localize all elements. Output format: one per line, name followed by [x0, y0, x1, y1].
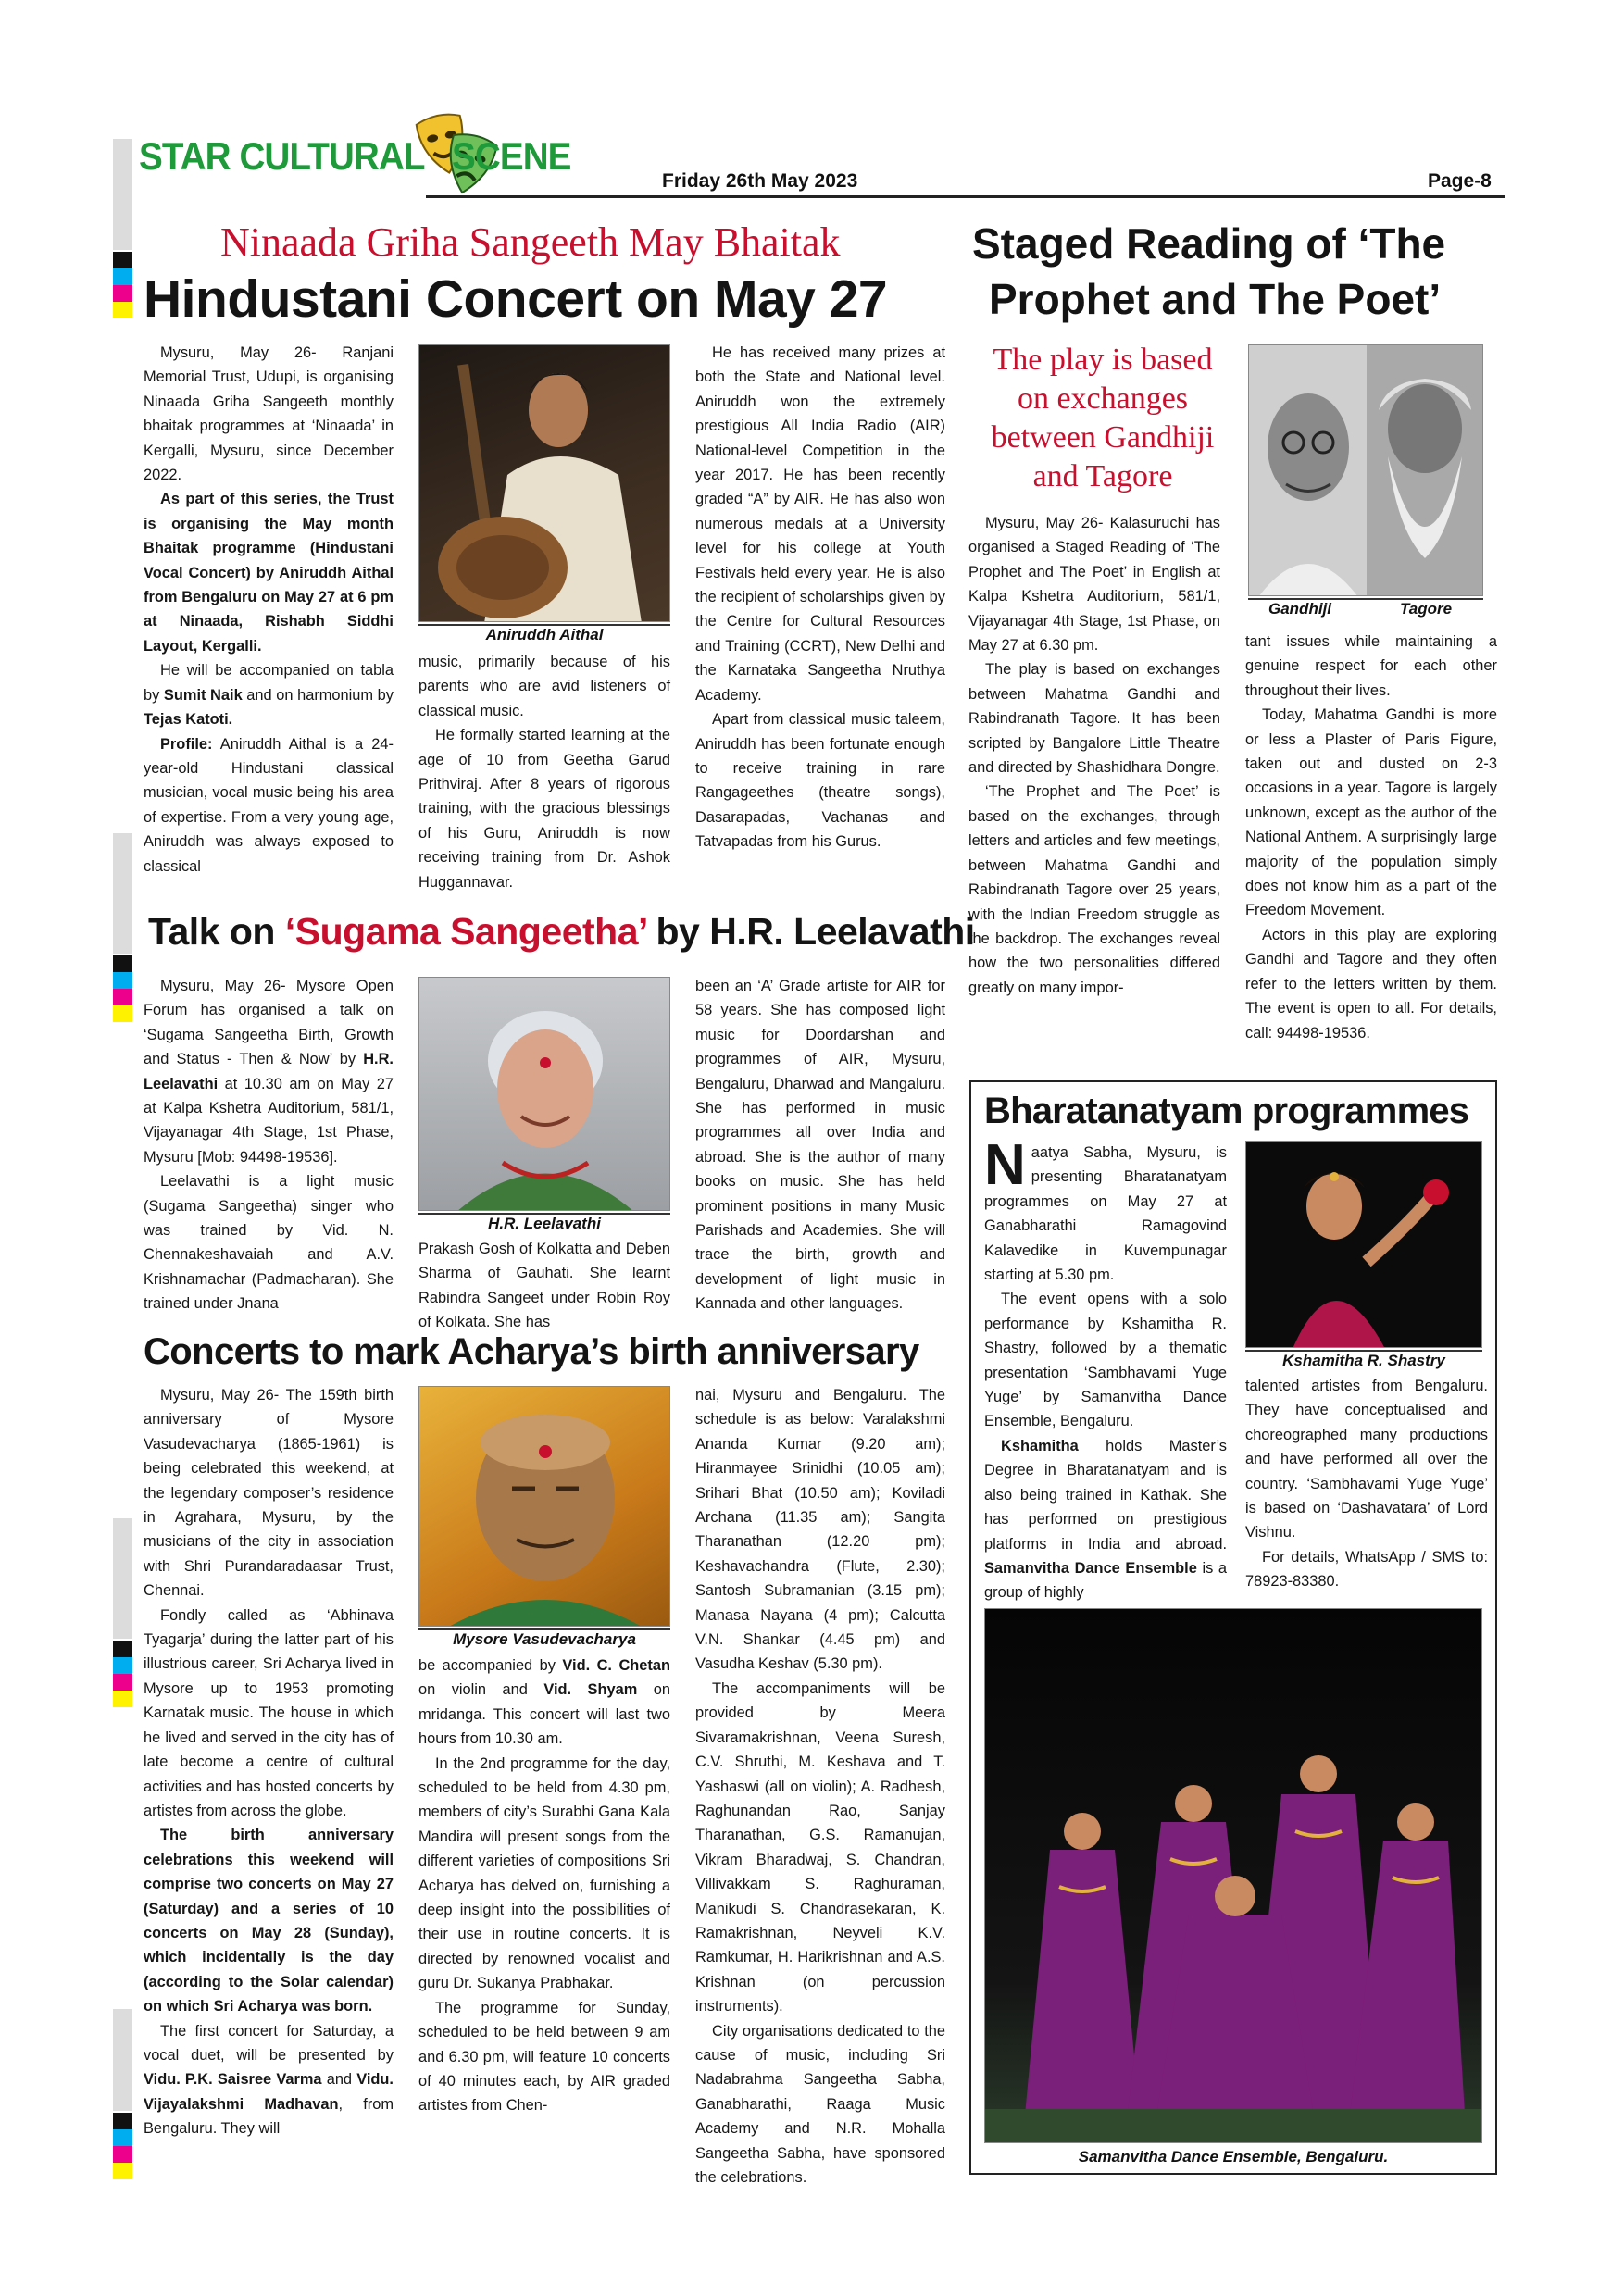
story3-photo-caption: H.R. Leelavathi: [488, 1215, 601, 1232]
story5-paragraph: The accompaniments will be provided by Meera Sivaramakrishnan, Veena Suresh, C.V. Shruthi, M. Keshava and T. Yashaswi (all on violin); A. Radhesh, Raghunandan Rao, Sanjay Tharanathan, G.S. Ramanujan, Vikram Bharadwaj, S. Chandran, Villivakkam S. Raghuraman, Manikudi S. Chandrasekaran, K. Ramakrishnan, Neyveli K.V. Ramkumar, H. Harikrishnan and A.S. Krishnan (on percussion instruments).: [695, 1679, 945, 2015]
story2-headline-line1: Staged Reading of ‘The: [972, 219, 1446, 268]
story1-paragraph: Mysuru, May 26- Ranjani Memorial Trust, Udupi, is organising Ninaada Griha Sangeeth monthly bhaitak programmes at ‘Ninaada’ in Kergalli, Mysuru, since December 2022.: [144, 344, 394, 484]
story1-headline: Hindustani Concert on May 27: [144, 269, 888, 329]
story2-paragraph: Mysuru, May 26- Kalasuruchi has organised a Staged Reading of ‘The Prophet and The Poet’ in English at Kalpa Kshetra Auditorium, 581/1, Vijayanagar 4th Stage, 1st Phase, on May 27 at 6.30 pm.: [968, 515, 1220, 655]
story4-paragraph: The event opens with a solo performance by Kshamitha R. Shastry, followed by a thematic presentation ‘Sambhavami Yuge Yuge’ by Samanvitha Dance Ensemble, Bengaluru.: [984, 1291, 1227, 1430]
story5-column-3: [695, 1383, 945, 2190]
story1-paragraph: He will be accompanied on tabla by Sumit Naik and on harmonium by Tejas Katoti.: [144, 662, 394, 729]
story3-headline: Talk on ‘Sugama Sangeetha’ by H.R. Leelavathi: [148, 910, 975, 953]
story4-column-2: [1245, 1374, 1488, 1594]
story5-column-2: [418, 1653, 670, 2118]
story4-paragraph: Naatya Sabha, Mysuru, is presenting Bharatanatyam programmes on May 27 at Ganabharathi Ramagovind Kalavedike in Kuvempunagar starting at 5.30 pm.: [984, 1133, 1227, 1284]
story2-column-1: [968, 511, 1220, 1000]
story3-paragraph: Mysuru, May 26- Mysore Open Forum has organised a talk on ‘Sugama Sangeetha Birth, Growth and Status - Then & Now’ by H.R. Leelavathi at 10.30 am on May 27 at Kalpa Kshetra Auditorium, 581/1, Vijayanagar 4th Stage, 1st Phase, Mysuru [Mob: 94498-19536].: [144, 978, 394, 1166]
story2-deck: The play is based on exchanges between Gandhiji and Tagore: [991, 343, 1215, 493]
story5-paragraph: Mysuru, May 26- The 159th birth anniversary of Mysore Vasudevacharya (1865-1961) is being celebrated this weekend, at the legendary composer’s residence in Agrahara, Mysuru, by the musicians of the city in association with Shri Purandaradaasar Trust, Chennai.: [144, 1387, 394, 1600]
page-number: Page-8: [1428, 170, 1492, 192]
story3-column-3: [695, 974, 945, 1316]
margin-gray-bar: [113, 1518, 132, 1639]
story4-paragraph: Kshamitha holds Master’s Degree in Bharatanatyam and is also being trained in Kathak. She has performed on prestigious platforms in India and abroad. Samanvitha Dance Ensemble is a group of highly: [984, 1437, 1227, 1602]
registration-swatch: [113, 252, 132, 318]
gandhi-tagore-photo: [1248, 344, 1483, 596]
story1-paragraph-bold: As part of this series, the Trust is organising the May month Bhaitak programme (Hindustani Vocal Concert) by Aniruddh Aithal from Bengaluru on May 27 at 6 pm at Ninaada, Rishabh Siddhi Layout, Kergalli.: [144, 491, 394, 655]
story1-paragraph: Apart from classical music taleem, Aniruddh has been fortunate enough to receive training in rare Rangageethes (theatre songs), Dasarapadas, Vachanas and Tatvapadas from his Gurus.: [695, 711, 945, 851]
story3-paragraph: Leelavathi is a light music (Sugama Sangeetha) singer who was trained by Vid. N. Chennakeshavaiah and A.V. Krishnamachar (Padmacharan). She trained under Jnana: [144, 1173, 394, 1313]
story5-paragraph: be accompanied by Vid. C. Chetan on violin and Vid. Shyam on mridanga. This concert will last two hours from 10.30 am.: [418, 1657, 671, 1748]
story2-column-2: [1245, 630, 1497, 1045]
story1-kicker: Ninaada Griha Sangeeth May Bhaitak: [220, 219, 841, 265]
margin-gray-bar: [113, 139, 132, 250]
registration-swatch: [113, 955, 132, 1022]
story1-column-1: [144, 341, 394, 879]
margin-gray-bar: [113, 833, 132, 954]
story2-paragraph: The play is based on exchanges between Mahatma Gandhi and Rabindranath Tagore. It has been scripted by Bangalore Little Theatre and directed by Shashidhara Dongre.: [968, 661, 1220, 777]
story4-paragraph: For details, WhatsApp / SMS to: 78923-83380.: [1245, 1548, 1488, 1591]
story4-column-1: [984, 1133, 1227, 1605]
story1-photo-caption: Aniruddh Aithal: [485, 626, 604, 643]
leelavathi-photo: [418, 977, 670, 1211]
story4-photo-caption-bottom: Samanvitha Dance Ensemble, Bengaluru.: [1078, 2148, 1389, 2165]
kshamitha-photo: [1245, 1141, 1482, 1348]
story1-paragraph: Profile: Aniruddh Aithal is a 24-year-old Hindustani classical musician, vocal music being his area of expertise. From a very young age, Aniruddh was always exposed to classical: [144, 735, 394, 875]
story1-column-2: [418, 650, 670, 894]
story3-paragraph: been an ‘A’ Grade artiste for AIR for 58 years. She has composed light music for Doordarshan and programmes of AIR, Mysuru, Bengaluru, Dharwad and Mangaluru. She has performed in music programmes all over India and abroad. She is the author of many books on music. She has held prominent positions in many Music Parishads and Academies. She will trace the birth, growth and development of light music in Kannada and other languages.: [695, 978, 945, 1313]
logo-text-right: SCENE: [452, 134, 571, 178]
story1-paragraph: music, primarily because of his parents who are avid listeners of classical music.: [418, 654, 670, 719]
story5-headline: Concerts to mark Acharya’s birth anniversary: [144, 1331, 919, 1372]
dropcap: N: [984, 1133, 1026, 1197]
story2-paragraph: Today, Mahatma Gandhi is more or less a Plaster of Paris Figure, taken out and dusted on 2-3 occasions in a year. Tagore is largely unknown, except as the author of the National Anthem. A surprisingly large majority of the population simply does not know him as a part of the Freedom Movement.: [1245, 706, 1497, 919]
story5-paragraph: City organisations dedicated to the cause of music, including Sri Nadabrahma Sangeetha Sabha, Ganabharathi, Raaga Music Academy and N.R. Mohalla Sangeetha Sabha, have sponsored the celebrations.: [695, 2022, 945, 2186]
margin-gray-bar: [113, 2009, 132, 2111]
story2-paragraph: tant issues while maintaining a genuine respect for each other throughout their lives.: [1245, 633, 1497, 699]
story1-paragraph: He has received many prizes at both the State and National level. Aniruddh won the extremely prestigious All India Radio (AIR) National-level Competition in the year 2017. He has been recently graded “A” by AIR. He has also won numerous medals at a University level for his college at Youth Festivals held every year. He is also the recipient of scholarships given by the Centre for Cultural Resources and Training (CCRT), New Delhi and the Karnataka Sangeetha Nruthya Academy.: [695, 344, 945, 704]
story5-paragraph-bold: The birth anniversary celebrations this weekend will comprise two concerts on May 27 (Saturday) and a series of 10 concerts on May 28 (Sunday), which incidentally is the day (according to the Solar calendar) on which Sri Acharya was born.: [144, 1827, 394, 2015]
gandhiji-caption: Gandhiji: [1268, 600, 1331, 618]
story5-paragraph: nai, Mysuru and Bengaluru. The schedule is as below: Varalakshmi Ananda Kumar (9.20 am); Hiranmayee Srinidhi (10.05 am); Srihari Bhat (10.50 am); Koviladi Archana (11.35 am); Sangita Tharanathan (12.20 pm); Keshavachandra (Flute, 2.30); Santosh Subramanian (3.15 pm); Manasa Nayana (4 pm); Calcutta V.N. Shankar (4.45 pm) and Vasudha Keshav (5.30 pm).: [695, 1387, 945, 1673]
story5-photo-caption: Mysore Vasudevacharya: [453, 1630, 636, 1648]
tagore-caption: Tagore: [1400, 600, 1453, 618]
story3-paragraph: Prakash Gosh of Kolkatta and Deben Sharma of Gauhati. She learnt Rabindra Sangeet under Robin Roy of Kolkata. She has: [418, 1241, 670, 1331]
story4-photo-caption-top: Kshamitha R. Shastry: [1282, 1352, 1445, 1369]
vasudevacharya-photo: [418, 1386, 670, 1627]
registration-swatch: [113, 2113, 132, 2179]
masthead-rule: [426, 195, 1505, 198]
story2-paragraph: Actors in this play are exploring Gandhi and Tagore and they often refer to the letters written by them. The event is open to all. For details, call: 94498-19536.: [1245, 926, 1497, 1042]
story5-paragraph: The programme for Sunday, scheduled to be held between 9 am and 6.30 pm, will feature 10 concerts of 40 minutes each, by AIR graded artistes from Chen-: [418, 1999, 670, 2115]
story3-column-1: [144, 974, 394, 1316]
aniruddh-aithal-photo: [418, 344, 670, 622]
story5-paragraph: In the 2nd programme for the day, scheduled to be held from 4.30 pm, members of city’s Surabhi Gana Kala Mandira will present songs from the different varieties of compositions Sri Acharya has delved on, furnishing a deep insight into the possibilities of their use in routine concerts. It is directed by renowned vocalist and guru Dr. Sukanya Prabhakar.: [418, 1754, 670, 1992]
issue-date: Friday 26th May 2023: [662, 170, 858, 192]
story5-paragraph: The first concert for Saturday, a vocal duet, will be presented by Vidu. P.K. Saisree Varma and Vidu. Vijayalakshmi Madhavan, from Bengaluru. They will: [144, 2022, 394, 2138]
story5-paragraph: Fondly called as ‘Abhinava Tyagarja’ during the latter part of his illustrious career, Sri Acharya lived in Mysore up to 1953 promoting Karnatak music. The house in which he lived and served in the city has of late become a centre of cultural activities and has hosted concerts by artistes from across the globe.: [144, 1606, 394, 1819]
registration-swatch: [113, 1641, 132, 1707]
logo-text-left: STAR CULTURAL: [139, 134, 425, 178]
story4-paragraph: talented artistes from Bengaluru. They have conceptualised and choreographed many productions and have performed all over the country. ‘Sambhavami Yuge Yuge’ is based on ‘Dashavatara’ of Lord Vishnu.: [1245, 1378, 1488, 1541]
samanvitha-ensemble-photo: [984, 1608, 1482, 2143]
story4-headline: Bharatanatyam programmes: [984, 1091, 1469, 1131]
story1-column-3: [695, 341, 945, 855]
story5-column-1: [144, 1383, 394, 2141]
story2-headline-line2: Prophet and The Poet’: [989, 275, 1442, 323]
story2-paragraph: ‘The Prophet and The Poet’ is based on the exchanges, through letters and articles and few meetings, between Mahatma Gandhi and Rabindranath Tagore over 25 years, with the Indian Freedom struggle as the backdrop. The exchanges reveal how the two personalities differed greatly on many impor-: [968, 783, 1220, 996]
story1-paragraph: He formally started learning at the age of 10 from Geetha Garud Prithviraj. After 8 years of rigorous training, with the gracious blessings of his Guru, Aniruddh is now receiving training from Dr. Ashok Huggannavar.: [418, 727, 670, 891]
story3-column-2: [418, 1237, 670, 1335]
